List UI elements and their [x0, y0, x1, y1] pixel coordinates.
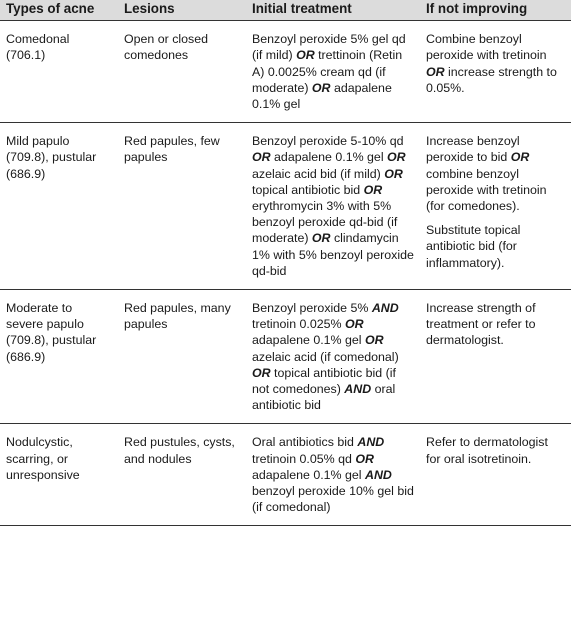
cell-text: topical antibiotic bid — [252, 182, 364, 197]
cell-paragraph — [124, 434, 240, 466]
lesions-cell — [118, 290, 246, 424]
cell-text: trettinoin (Retin A) 0.0025% cream qd (if moderate) — [252, 48, 403, 95]
header-row — [0, 0, 571, 21]
cell-text: Mild papulo (709.8), pustular (686.9) — [6, 134, 97, 181]
lesions-cell — [118, 21, 246, 123]
header-types-of-acne: Types of acne — [0, 0, 118, 21]
cell-text: Nodulcystic, scarring, or unresponsive — [6, 435, 80, 482]
cell-text: adapalene 0.1% gel — [252, 333, 365, 348]
cell-text: increase strength to 0.05%. — [426, 64, 557, 95]
conjunction-text: AND — [365, 467, 392, 482]
cell-text: Benzoyl peroxide 5% gel qd (if mild) — [252, 32, 406, 63]
cell-paragraph — [252, 133, 414, 279]
cell-paragraph — [6, 133, 112, 182]
conjunction-text: OR — [296, 48, 315, 63]
cell-text: Increase benzoyl peroxide to bid — [426, 134, 520, 165]
cell-paragraph — [252, 434, 414, 515]
type-cell — [0, 290, 118, 424]
cell-paragraph — [426, 133, 565, 214]
table-body — [0, 21, 571, 526]
cell-text: Comedonal (706.1) — [6, 32, 70, 63]
type-cell — [0, 424, 118, 526]
cell-paragraph — [6, 434, 112, 483]
if-not-improving-cell — [420, 290, 571, 424]
cell-text: Red papules, many papules — [124, 301, 231, 332]
header-initial-treatment: Initial treatment — [246, 0, 420, 21]
cell-paragraph — [124, 300, 240, 332]
type-cell — [0, 21, 118, 123]
cell-text: adapalene 0.1% gel — [270, 150, 388, 165]
table-row — [0, 424, 571, 526]
cell-text: topical antibiotic bid (if not comedones) — [252, 365, 396, 397]
conjunction-text: OR — [355, 451, 374, 466]
if-not-improving-cell — [420, 424, 571, 526]
cell-paragraph — [124, 31, 240, 63]
table-row — [0, 290, 571, 424]
conjunction-text: OR — [311, 80, 331, 95]
cell-text: erythromycin 3% with 5% benzoyl peroxide qd-bid (if moderate) — [252, 199, 398, 246]
cell-paragraph — [426, 300, 565, 349]
conjunction-text: OR — [363, 182, 383, 197]
cell-text: Substitute topical antibiotic bid (for inflammatory). — [426, 223, 521, 270]
cell-text: combine benzoyl peroxide with tretinoin (for comedones). — [426, 166, 547, 214]
conjunction-text: OR — [384, 166, 403, 181]
cell-text: clindamycin 1% with 5% benzoyl peroxide qd-bid — [252, 231, 414, 278]
table-row — [0, 21, 571, 123]
cell-text: benzoyl peroxide 10% gel bid (if comedonal) — [252, 484, 414, 515]
if-not-improving-cell — [420, 123, 571, 290]
conjunction-text: OR — [426, 64, 445, 79]
cell-text: Benzoyl peroxide 5% — [252, 301, 372, 316]
header-lesions: Lesions — [118, 0, 246, 21]
cell-paragraph — [252, 300, 414, 413]
cell-text: Refer to dermatologist for oral isotretinoin. — [426, 435, 548, 466]
cell-text: adapalene 0.1% gel — [252, 467, 365, 482]
cell-paragraph — [6, 300, 112, 365]
lesions-cell — [118, 123, 246, 290]
conjunction-text: OR — [365, 333, 384, 348]
cell-paragraph — [426, 31, 565, 96]
initial-treatment-cell — [246, 123, 420, 290]
cell-text: Open or closed comedones — [124, 32, 209, 63]
cell-paragraph — [124, 133, 240, 165]
cell-paragraph — [6, 31, 112, 63]
type-cell — [0, 123, 118, 290]
cell-text: Oral antibiotics bid — [252, 435, 358, 450]
conjunction-text: OR — [311, 231, 331, 246]
cell-text: Combine benzoyl peroxide with tretinoin — [426, 32, 547, 63]
conjunction-text: AND — [357, 435, 385, 450]
table-header — [0, 0, 571, 21]
cell-text: azelaic acid bid (if mild) — [252, 166, 385, 181]
if-not-improving-cell — [420, 21, 571, 123]
conjunction-text: AND — [371, 301, 399, 316]
cell-text: tretinoin 0.05% qd — [252, 451, 356, 466]
initial-treatment-cell — [246, 424, 420, 526]
cell-paragraph — [426, 222, 565, 271]
cell-text: Increase strength of treatment or refer to dermatologist. — [426, 301, 536, 348]
conjunction-text: OR — [387, 150, 406, 165]
initial-treatment-cell — [246, 290, 420, 424]
conjunction-text: OR — [510, 150, 530, 165]
conjunction-text: OR — [252, 150, 271, 165]
conjunction-text: AND — [344, 382, 372, 397]
cell-text: adapalene 0.1% gel — [252, 80, 392, 112]
cell-text: Moderate to severe papulo (709.8), pustular (686.9) — [6, 301, 97, 364]
header-if-not-improving: If not improving — [420, 0, 571, 21]
cell-text: oral antibiotic bid — [252, 382, 396, 413]
cell-paragraph — [426, 434, 565, 466]
cell-text: Red pustules, cysts, and nodules — [124, 435, 235, 466]
cell-text: tretinoin 0.025% — [252, 317, 345, 332]
cell-text: azelaic acid (if comedonal) — [252, 349, 399, 364]
cell-text: Red papules, few papules — [124, 134, 220, 165]
table-row — [0, 123, 571, 290]
conjunction-text: OR — [252, 365, 271, 380]
lesions-cell — [118, 424, 246, 526]
conjunction-text: OR — [345, 317, 364, 332]
cell-paragraph — [252, 31, 414, 112]
cell-text: Benzoyl peroxide 5-10% qd — [252, 134, 404, 149]
initial-treatment-cell — [246, 21, 420, 123]
